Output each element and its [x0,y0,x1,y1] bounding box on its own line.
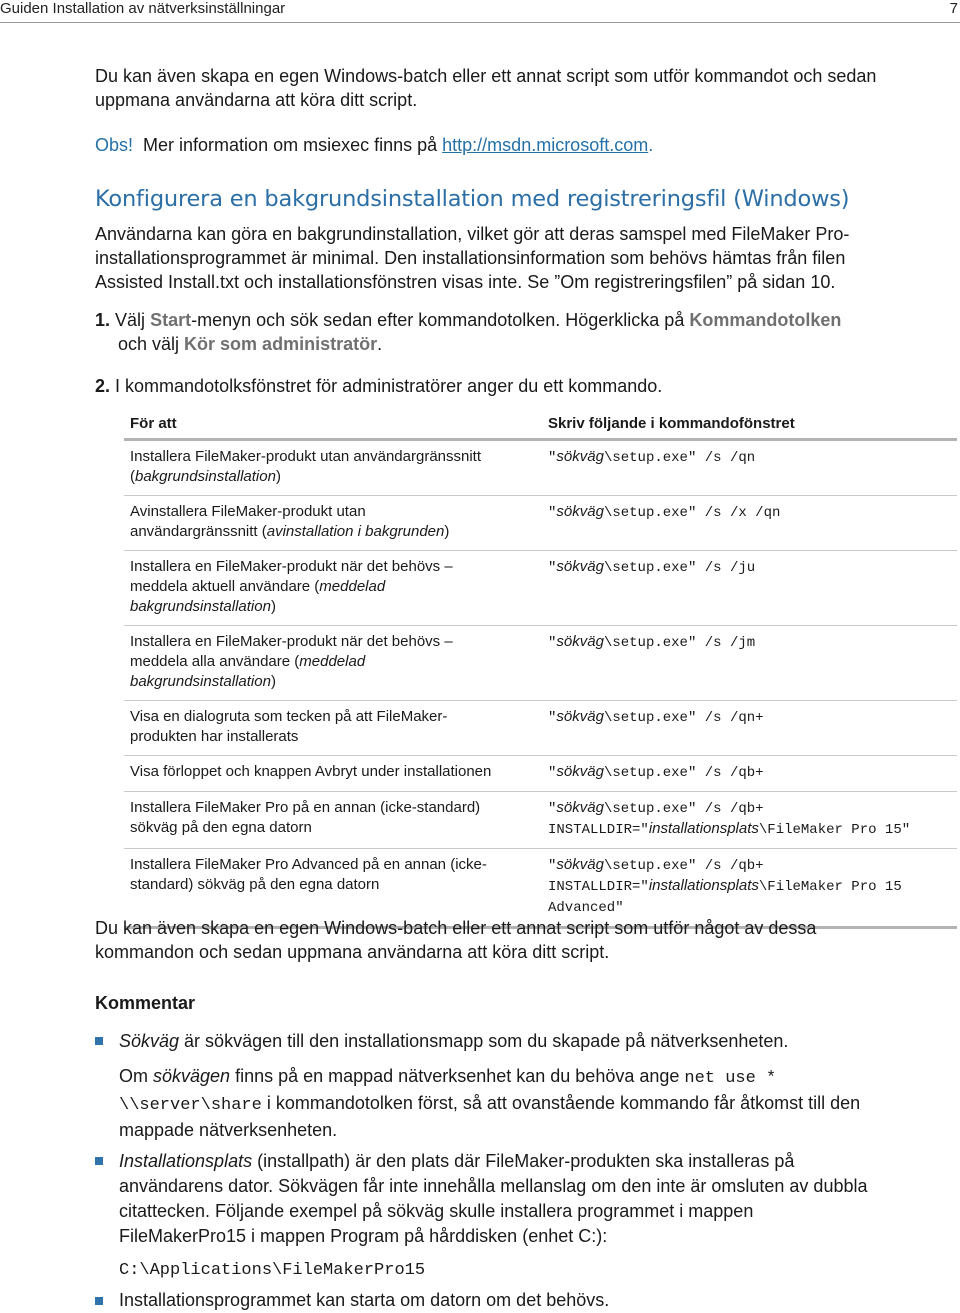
step-2-number: 2. [95,376,111,396]
cmd-quote: " [548,635,557,651]
purpose-cell [124,440,542,496]
cmd-path: sökväg [556,856,604,873]
purpose-italic: meddelad [299,653,366,670]
purpose-cell [124,792,542,849]
command-cell [542,496,957,551]
purpose-cell [124,626,542,701]
page-number: 7 [949,0,958,17]
cmd-text: Advanced" [548,900,624,916]
note-paragraph [95,133,653,157]
intro-paragraph [95,64,876,112]
cmd-quote: " [548,710,557,726]
table-row [124,440,957,496]
table-row [124,496,957,551]
purpose-text: användargränssnitt ( [130,523,267,540]
cmd-text: \setup.exe" /s /qb+ [603,765,764,781]
purpose-text: standard) sökväg på den egna datorn [130,876,380,893]
comment-1 [119,1029,959,1054]
cmd-text: \setup.exe" /s /qn+ [603,710,764,726]
cmd-quote: " [548,560,557,576]
purpose-text: ) [275,468,281,485]
purpose-text: Installera FileMaker Pro Advanced på en annan (icke- [130,856,487,873]
table-row [124,626,957,701]
table-row [124,792,957,849]
cmd-path: sökväg [556,503,604,520]
note-text: Mer information om msiexec finns på [143,135,438,155]
cmd-text: \setup.exe" /s /ju [603,560,756,576]
purpose-italic: bakgrundsinstallation [130,673,271,690]
cmd-text: INSTALLDIR=" [548,879,649,895]
cmd-quote: " [548,858,557,874]
comment-2-text: citattecken. Följande exempel på sökväg skulle installera programmet i mappen [119,1201,754,1221]
purpose-italic: bakgrundsinstallation [135,468,276,485]
command-table [124,412,957,929]
purpose-cell [124,551,542,626]
after-line-1: Du kan även skapa en egen Windows-batch eller ett annat script som utför något av dessa [95,918,817,938]
command-cell [542,792,957,849]
cmd-text: \setup.exe" /s /qb+ [603,858,764,874]
document-title: Guiden Installation av nätverksinställningar [0,0,286,17]
purpose-text: Installera FileMaker Pro på en annan (icke-standard) [130,799,481,816]
comment-2 [119,1149,959,1249]
cmd-installpath: installationsplats [648,820,759,837]
section-line-3: Assisted Install.txt och installationsfönstren visas inte. Se ”Om registreringsfilen” på sidan 10. [95,272,836,292]
ui-start: Start [150,310,192,330]
comments-heading: Kommentar [95,993,196,1013]
purpose-text: Visa en dialogruta som tecken på att FileMaker- [130,708,448,725]
cmd-path: sökväg [556,448,604,465]
cmd-path: sökväg [556,558,604,575]
ui-kor-som-admin: Kör som administratör [184,334,378,354]
step-1-text-c: och välj [118,334,180,354]
detail-text: finns på en mappad nätverksenhet kan du behöva ange [230,1066,685,1086]
section-heading: Konfigurera en bakgrundsinstallation med registreringsfil (Windows) [95,186,850,212]
cmd-path: sökväg [556,763,604,780]
ui-kommandotolken: Kommandotolken [689,310,842,330]
purpose-text: meddela aktuell användare ( [130,578,320,595]
section-line-1: Användarna kan göra en bakgrundinstallation, vilket gör att deras samspel med FileMaker Pro- [95,224,850,244]
cmd-quote: " [548,801,557,817]
after-paragraph [95,916,816,964]
detail-text: mappade nätverksenheten. [119,1120,338,1140]
command-cell [542,756,957,792]
purpose-text: ) [270,598,276,615]
step-1-text-b: -menyn och sök sedan efter kommandotolken. Högerklicka på [191,310,685,330]
cmd-path: sökväg [556,708,604,725]
purpose-cell [124,496,542,551]
detail-text: i kommandotolken först, så att ovanstående kommando får åtkomst till den [261,1093,861,1113]
detail-italic: sökvägen [153,1066,231,1086]
note-end: . [648,135,654,155]
col-header-purpose: För att [124,412,542,440]
table-row [124,701,957,756]
purpose-text: Installera en FileMaker-produkt när det behövs – [130,558,453,575]
table-header-row [124,412,957,440]
purpose-text: Avinstallera FileMaker-produkt utan [130,503,366,520]
purpose-text: Installera en FileMaker-produkt när det behövs – [130,633,453,650]
step-2 [95,374,662,398]
table-row [124,756,957,792]
purpose-text: ) [444,523,450,540]
section-paragraph [95,222,849,294]
purpose-text: ( [130,468,135,485]
cmd-quote: " [548,450,557,466]
col-header-command: Skriv följande i kommandofönstret [542,412,957,440]
command-cell [542,551,957,626]
bullet-icon [95,1037,103,1045]
msdn-link[interactable]: http://msdn.microsoft.com [442,135,649,155]
intro-line-2: uppmana användarna att köra ditt script. [95,90,418,110]
section-line-2: installationsprogrammet är minimal. Den installationsinformation som behövs hämtas från filen [95,248,846,268]
command-cell [542,701,957,756]
intro-line-1: Du kan även skapa en egen Windows-batch eller ett annat script som utför kommandot och sedan [95,66,877,86]
purpose-cell [124,756,542,792]
command-cell [542,440,957,496]
purpose-text: Installera FileMaker-produkt utan användargränssnitt [130,448,482,465]
comment-2-text: FileMakerPro15 i mappen Program på hårddisken (enhet C:): [119,1226,608,1246]
cmd-path: sökväg [556,633,604,650]
purpose-text: ) [270,673,276,690]
step-1-text-d: . [377,334,383,354]
note-label: Obs! [95,135,134,155]
step-2-text: I kommandotolksfönstret för administratörer anger du ett kommando. [115,376,663,396]
cmd-text: \setup.exe" /s /qb+ [603,801,764,817]
cmd-text: \setup.exe" /s /x /qn [603,505,781,521]
cmd-text: \FileMaker Pro 15" [758,822,911,838]
bullet-icon [95,1157,103,1165]
cmd-path: sökväg [556,799,604,816]
comment-3: Installationsprogrammet kan starta om datorn om det behövs. [119,1290,610,1310]
cmd-text: \setup.exe" /s /qn [603,450,756,466]
step-1-number: 1. [95,310,111,330]
purpose-text: produkten har installerats [130,728,299,745]
after-line-2: kommandon och sedan uppmana användarna att köra ditt script. [95,942,610,962]
cmd-text: INSTALLDIR=" [548,822,649,838]
table-row [124,551,957,626]
comment-1-text: är sökvägen till den installationsmapp som du skapade på nätverksenheten. [179,1031,789,1051]
code-net-use: net use * [684,1069,777,1088]
purpose-text: Visa förloppet och knappen Avbryt under installationen [130,763,492,780]
purpose-text: sökväg på den egna datorn [130,819,312,836]
detail-text: Om [119,1066,153,1086]
comment-2-term: Installationsplats [119,1151,253,1171]
page-header [0,0,960,23]
step-1-text-a: Välj [115,310,146,330]
bullet-icon [95,1297,103,1305]
comment-2-text: användarens dator. Sökvägen får inte innehålla mellanslag om den inte är omsluten av dubbla [119,1176,868,1196]
cmd-installpath: installationsplats [648,877,759,894]
cmd-quote: " [548,765,557,781]
code-server-share: \\server\share [119,1096,262,1115]
purpose-italic: bakgrundsinstallation [130,598,271,615]
cmd-text: \FileMaker Pro 15 [758,879,902,895]
purpose-italic: meddelad [319,578,386,595]
cmd-text: \setup.exe" /s /jm [603,635,756,651]
purpose-italic: avinstallation i bakgrunden [266,523,445,540]
comment-2-text: (installpath) är den plats där FileMaker-produkten ska installeras på [252,1151,795,1171]
comment-1-detail [119,1064,959,1143]
purpose-text: meddela alla användare ( [130,653,300,670]
step-1 [95,308,841,356]
comment-1-term: Sökväg [119,1031,180,1051]
cmd-quote: " [548,505,557,521]
code-example: C:\Applications\FileMakerPro15 [119,1261,426,1280]
purpose-cell [124,701,542,756]
command-cell [542,626,957,701]
